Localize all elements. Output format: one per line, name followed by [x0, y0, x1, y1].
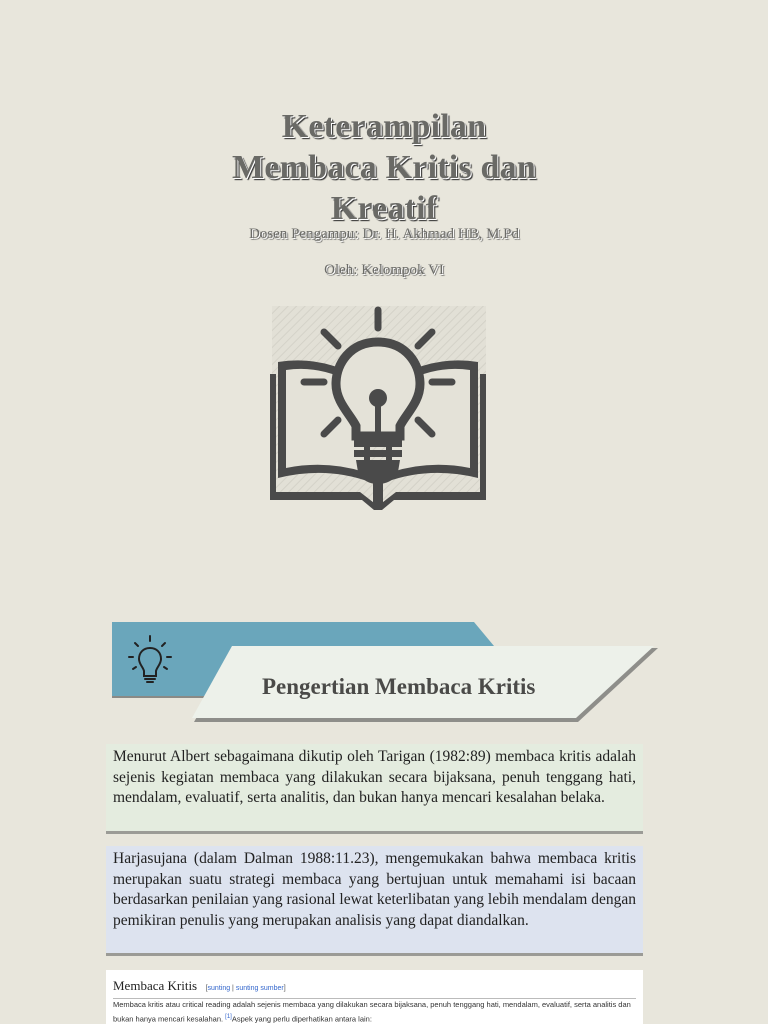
wiki-footnote-link[interactable]: [1]	[225, 1014, 232, 1020]
wiki-body-text-2: Aspek yang perlu diperhatikan antara lain:	[231, 1014, 372, 1024]
wiki-edit-open: [	[205, 985, 208, 992]
wiki-edit-close: ]	[283, 985, 286, 992]
wiki-heading: Membaca Kritis	[113, 978, 198, 993]
paragraph-2: Harjasujana (dalam Dalman 1988:11.23), mengemukakan bahwa membaca kritis merupakan suatu strategi membaca yang bertujuan untuk memahami isi bacaan berdasarkan penilaian yang rasional lewat keterlibatan yang lebih mendalam dengan pemikiran penulis yang merupakan analisis yang dapat diandalkan.	[113, 850, 636, 929]
wiki-edit-sep: |	[230, 985, 236, 992]
document-title	[0, 106, 768, 229]
paragraph-1: Menurut Albert sebagaimana dikutip oleh Tarigan (1982:89) membaca kritis adalah sejenis kegiatan membaca yang dilakukan secara bijaksana, penuh tenggang hati, mendalam, evaluatif, serta analitis, dan bukan hanya mencari kesalahan belaka.	[113, 748, 636, 806]
paragraph-box-2	[106, 846, 643, 956]
edit-source-link[interactable]: sunting sumber	[235, 985, 284, 992]
group-line: Oleh: Kelompok VI	[324, 262, 444, 278]
wiki-body-text: Membaca kritis atau critical reading adalah sejenis membaca yang dilakukan secara bijaksana, penuh tenggang hati, mendalam, evaluatif, serta analitis dan bukan hanya mencari kesalahan.	[113, 1000, 631, 1024]
lecturer-line: Dosen Pengampu: Dr. H. Akhmad HB, M.Pd	[249, 226, 519, 242]
wiki-edit-links	[206, 985, 286, 992]
wiki-excerpt	[106, 970, 643, 1024]
title-line-1: Keterampilan	[281, 108, 487, 145]
section-title: Pengertian Membaca Kritis	[262, 674, 536, 699]
edit-link[interactable]: sunting	[207, 985, 231, 992]
book-lightbulb-icon	[266, 302, 490, 516]
wiki-body	[113, 999, 636, 1024]
title-line-3: Kreatif	[330, 190, 438, 227]
paragraph-box-1	[106, 744, 643, 834]
wiki-header	[113, 977, 636, 999]
title-line-2: Membaca Kritis dan	[232, 149, 536, 186]
